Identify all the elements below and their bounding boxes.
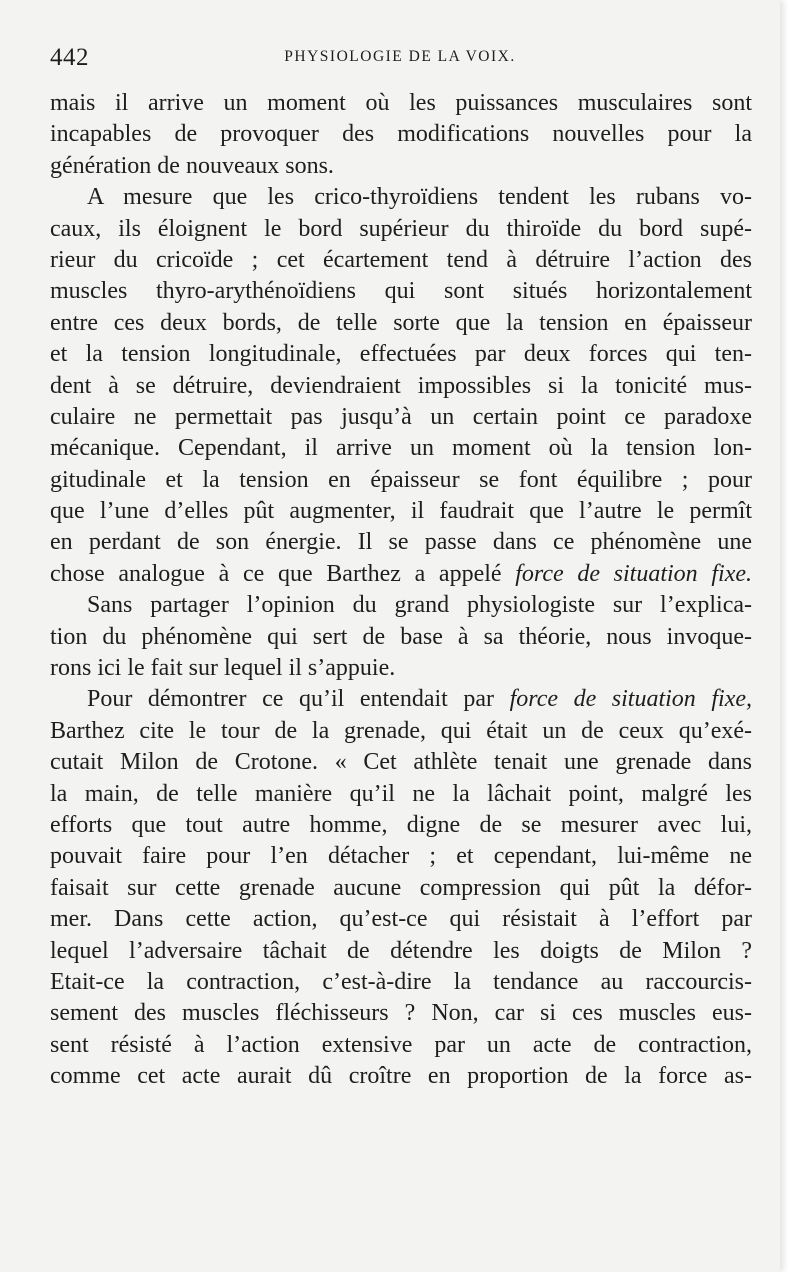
text-line: mer. Dans cette action, qu’est-ce qui résistait à l’effort par [50,906,752,933]
italic-term: force de situation fixe. [515,560,752,587]
text-line: tion du phénomène qui sert de base à sa théorie, nous invoque- [50,623,752,650]
text-line: muscles thyro-arythénoïdiens qui sont situés horizontalement [50,278,752,305]
text-line: pouvait faire pour l’en détacher ; et cependant, lui-même ne [50,843,752,870]
text-span: chose analogue à ce que Barthez a appelé [50,560,516,587]
text-line: la main, de telle manière qu’il ne la lâchait point, malgré les [50,780,752,807]
text-line: génération de nouveaux sons. [50,152,334,179]
page-header [50,40,750,80]
text-line: que l’une d’elles pût augmenter, il faudrait que l’autre le permît [50,498,752,525]
paragraph [50,590,752,684]
paragraph [50,182,752,590]
text-line: sement des muscles fléchisseurs ? Non, car si ces muscles eus- [50,1000,752,1027]
text-line: rons ici le fait sur lequel il s’appuie. [50,655,396,682]
text-line: Sans partager l’opinion du grand physiologiste sur l’explica- [87,592,752,619]
text-line: caux, ils éloignent le bord supérieur du thiroïde du bord supé- [50,215,752,242]
text-line: Barthez cite le tour de la grenade, qui était un de ceux qu’exé- [50,717,752,744]
text-line [50,559,752,590]
text-line: et la tension longitudinale, effectuées par deux forces qui ten- [50,341,752,368]
page-body [50,88,752,1093]
text-line: efforts que tout autre homme, digne de se mesurer avec lui, [50,811,752,838]
text-line: mais il arrive un moment où les puissances musculaires sont [50,90,752,116]
text-line [50,684,752,715]
text-line: comme cet acte aurait dû croître en proportion de la force as- [50,1063,752,1090]
text-line: A mesure que les crico-thyroïdiens tendent les rubans vo- [87,184,752,211]
paragraph [50,684,752,1092]
text-line: en perdant de son énergie. Il se passe dans ce phénomène une [50,529,752,556]
text-line: dent à se détruire, deviendraient impossibles si la tonicité mus- [50,372,752,399]
text-line: rieur du cricoïde ; cet écartement tend à détruire l’action des [50,246,752,273]
text-line: Etait-ce la contraction, c’est-à-dire la tendance au raccourcis- [50,968,752,995]
text-line: faisait sur cette grenade aucune compression qui pût la défor- [50,874,752,901]
text-line: culaire ne permettait pas jusqu’à un certain point ce paradoxe [50,403,752,430]
text-span: Pour démontrer ce qu’il entendait par [87,686,510,713]
italic-term: force de situation fixe, [509,686,752,713]
text-line: gitudinale et la tension en épaisseur se font équilibre ; pour [50,466,752,493]
text-line: sent résisté à l’action extensive par un acte de contraction, [50,1031,752,1058]
page-number: 442 [50,44,89,71]
text-line: lequel l’adversaire tâchait de détendre les doigts de Milon ? [50,937,752,964]
text-line: incapables de provoquer des modifications nouvelles pour la [50,121,752,148]
text-line: entre ces deux bords, de telle sorte que la tension en épaisseur [50,309,752,336]
paragraph [50,88,752,182]
text-line: cutait Milon de Crotone. « Cet athlète tenait une grenade dans [50,749,752,776]
running-head: PHYSIOLOGIE DE LA VOIX. [284,48,516,65]
text-line: mécanique. Cependant, il arrive un moment où la tension lon- [50,435,752,462]
